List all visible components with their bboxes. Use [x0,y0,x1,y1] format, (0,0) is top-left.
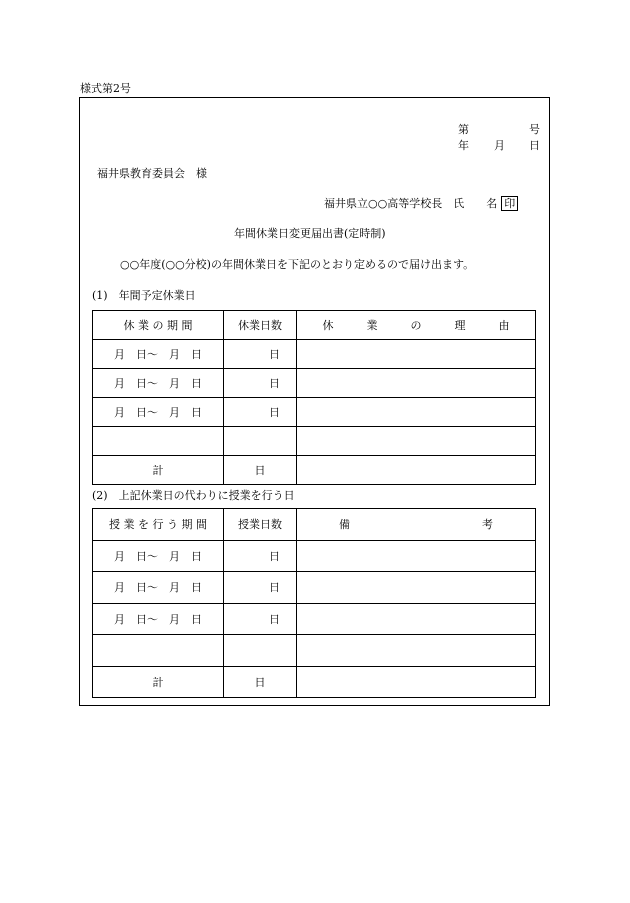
table-row [93,369,536,398]
section1-heading: (1) 年間予定休業日 [92,289,196,302]
days-cell[interactable]: 日 [224,572,297,604]
table-row [93,635,536,667]
table-row [93,340,536,369]
seal-mark: 印 [501,196,518,211]
days-cell[interactable]: 日 [224,340,297,369]
period-cell[interactable] [93,427,224,456]
header-reason: 休 業 の 理 由 [297,311,536,340]
reason-cell[interactable] [297,340,536,369]
class-day-table [92,508,536,698]
header-note: 備 考 [297,509,536,541]
days-cell[interactable] [224,427,297,456]
total-label: 計 [93,456,224,485]
sender [324,196,518,211]
table-header-row [93,311,536,340]
days-cell[interactable]: 日 [224,541,297,572]
table-row [93,427,536,456]
note-cell[interactable] [297,572,536,604]
reason-cell[interactable] [297,369,536,398]
table-total-row [93,456,536,485]
table-total-row [93,667,536,698]
table-row [93,604,536,635]
section2-heading: (2) 上記休業日の代わりに授業を行う日 [92,489,295,502]
date-year: 年 [458,139,469,152]
days-cell[interactable] [224,635,297,667]
number-prefix: 第 [458,123,469,136]
total-label: 計 [93,667,224,698]
note-cell[interactable] [297,604,536,635]
note-cell[interactable] [297,541,536,572]
sender-title: 福井県立○○高等学校長 氏 名 [324,197,498,210]
period-cell[interactable]: 月 日〜 月 日 [93,572,224,604]
number-suffix: 号 [529,123,540,136]
header-period: 休 業 の 期 間 [93,311,224,340]
table-row [93,572,536,604]
reason-cell[interactable] [297,398,536,427]
period-cell[interactable]: 月 日〜 月 日 [93,541,224,572]
addressee: 福井県教育委員会 様 [97,167,207,180]
days-cell[interactable]: 日 [224,398,297,427]
total-note-cell[interactable] [297,667,536,698]
date-month: 月 [494,139,505,152]
header-days: 授業日数 [224,509,297,541]
total-days-cell[interactable]: 日 [224,456,297,485]
total-reason-cell[interactable] [297,456,536,485]
document-title: 年間休業日変更届出書(定時制) [234,227,386,240]
period-cell[interactable]: 月 日〜 月 日 [93,369,224,398]
period-cell[interactable]: 月 日〜 月 日 [93,340,224,369]
days-cell[interactable]: 日 [224,369,297,398]
days-cell[interactable]: 日 [224,604,297,635]
header-period: 授 業 を 行 う 期 間 [93,509,224,541]
table-header-row [93,509,536,541]
total-days-cell[interactable]: 日 [224,667,297,698]
table-row [93,541,536,572]
header-days: 休業日数 [224,311,297,340]
table-row [93,398,536,427]
period-cell[interactable]: 月 日〜 月 日 [93,398,224,427]
form-label: 様式第2号 [80,82,131,95]
body-text: ○○年度(○○分校)の年間休業日を下記のとおり定めるので届け出ます。 [120,258,475,271]
note-cell[interactable] [297,635,536,667]
holiday-table [92,310,536,485]
period-cell[interactable]: 月 日〜 月 日 [93,604,224,635]
reason-cell[interactable] [297,427,536,456]
period-cell[interactable] [93,635,224,667]
date-day: 日 [529,139,540,152]
